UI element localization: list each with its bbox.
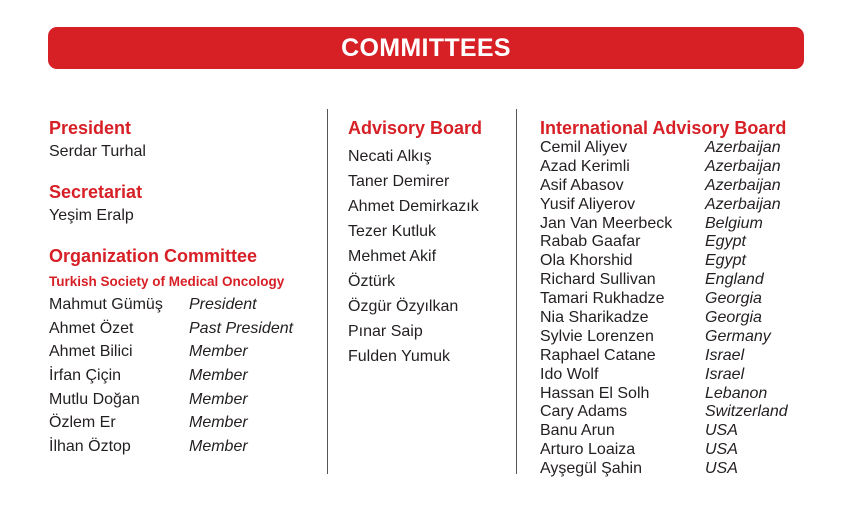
member-name: Sylvie Lorenzen <box>540 327 654 345</box>
member-country: Switzerland <box>705 403 788 421</box>
international-heading: International Advisory Board <box>540 118 787 138</box>
member-name: Hassan El Solh <box>540 384 650 402</box>
member-country: Germany <box>705 327 771 345</box>
column-divider-left <box>327 109 328 474</box>
list-item: Fulden Yumuk <box>348 348 450 365</box>
list-item: Pınar Saip <box>348 323 423 340</box>
president-section <box>49 118 319 161</box>
organization-subheading: Turkish Society of Medical Oncology <box>49 274 285 289</box>
list-item <box>540 233 840 252</box>
list-item <box>540 441 840 460</box>
member-country: Georgia <box>705 290 762 308</box>
list-item <box>49 435 319 459</box>
member-name: Mutlu Doğan <box>49 390 140 408</box>
list-item <box>540 422 840 441</box>
list-item <box>540 252 840 271</box>
member-name: Jan Van Meerbeck <box>540 214 673 232</box>
list-item <box>540 158 840 177</box>
list-item <box>49 364 319 388</box>
list-item <box>540 196 840 215</box>
member-name: Ahmet Özet <box>49 319 134 337</box>
list-item: Öztürk <box>348 273 396 290</box>
member-role: Member <box>189 438 248 456</box>
member-name: Azad Kerimli <box>540 157 630 175</box>
secretariat-section <box>49 182 319 225</box>
list-item: Tezer Kutluk <box>348 223 437 240</box>
international-member-list <box>540 139 840 479</box>
list-item: Özgür Özyılkan <box>348 298 459 315</box>
member-name: Tamari Rukhadze <box>540 290 665 308</box>
member-country: England <box>705 271 764 289</box>
member-country: Lebanon <box>705 384 768 402</box>
member-name: Mahmut Gümüş <box>49 296 163 313</box>
member-name: Rabab Gaafar <box>540 233 641 251</box>
member-country: Israel <box>705 365 745 383</box>
member-name: İlhan Öztop <box>49 438 131 456</box>
member-country: Azerbaijan <box>705 157 781 175</box>
member-name: Richard Sullivan <box>540 271 656 289</box>
list-item <box>540 290 840 309</box>
list-item <box>49 293 319 317</box>
secretariat-name: Yeşim Eralp <box>49 207 134 224</box>
committees-banner <box>48 27 804 69</box>
list-item: Mehmet Akif <box>348 248 437 265</box>
member-country: Belgium <box>705 214 763 232</box>
member-name: Özlem Er <box>49 414 116 432</box>
member-country: USA <box>705 441 738 459</box>
member-name: İrfan Çiçin <box>49 367 122 385</box>
middle-column <box>348 118 513 369</box>
list-item <box>540 347 840 366</box>
member-country: Georgia <box>705 309 762 327</box>
member-name: Ido Wolf <box>540 365 599 383</box>
member-role: Member <box>189 343 248 361</box>
left-column <box>49 118 319 459</box>
member-name: Ola Khorshid <box>540 252 633 270</box>
list-item <box>540 403 840 422</box>
secretariat-heading: Secretariat <box>49 182 143 202</box>
list-item <box>49 340 319 364</box>
list-item <box>540 328 840 347</box>
advisory-member-list <box>348 144 513 369</box>
list-item <box>540 460 840 479</box>
page-title: COMMITTEES <box>341 33 511 62</box>
advisory-heading: Advisory Board <box>348 118 483 138</box>
member-name: Raphael Catane <box>540 346 656 364</box>
list-item <box>540 177 840 196</box>
list-item <box>540 366 840 385</box>
member-country: Egypt <box>705 252 746 270</box>
member-name: Ayşegül Şahin <box>540 460 642 478</box>
member-country: USA <box>705 460 738 478</box>
list-item <box>540 309 840 328</box>
list-item <box>540 271 840 290</box>
member-role: President <box>189 296 257 313</box>
member-country: USA <box>705 422 738 440</box>
list-item: Taner Demirer <box>348 173 450 190</box>
member-role: Past President <box>189 319 294 337</box>
member-name: Banu Arun <box>540 422 615 440</box>
member-name: Arturo Loaiza <box>540 441 636 459</box>
right-column <box>540 118 840 479</box>
member-name: Asif Abasov <box>540 176 624 194</box>
list-item <box>49 411 319 435</box>
column-divider-right <box>516 109 517 474</box>
list-item <box>49 388 319 412</box>
member-role: Member <box>189 390 248 408</box>
list-item <box>49 317 319 341</box>
member-country: Azerbaijan <box>705 195 781 213</box>
member-name: Cary Adams <box>540 403 628 421</box>
member-name: Yusif Aliyerov <box>540 195 636 213</box>
president-heading: President <box>49 118 132 138</box>
president-name: Serdar Turhal <box>49 143 146 160</box>
member-name: Ahmet Bilici <box>49 343 133 361</box>
list-item: Necati Alkış <box>348 148 432 165</box>
organization-section <box>49 246 319 459</box>
member-country: Azerbaijan <box>705 139 781 156</box>
member-role: Member <box>189 414 248 432</box>
member-name: Nia Sharikadze <box>540 309 649 327</box>
member-role: Member <box>189 367 248 385</box>
member-country: Azerbaijan <box>705 176 781 194</box>
member-country: Egypt <box>705 233 746 251</box>
list-item <box>540 385 840 404</box>
member-country: Israel <box>705 346 745 364</box>
list-item <box>540 215 840 234</box>
member-name: Cemil Aliyev <box>540 139 628 156</box>
list-item: Ahmet Demirkazık <box>348 198 479 215</box>
list-item <box>540 139 840 158</box>
organization-heading: Organization Committee <box>49 246 258 266</box>
organization-member-list <box>49 293 319 459</box>
